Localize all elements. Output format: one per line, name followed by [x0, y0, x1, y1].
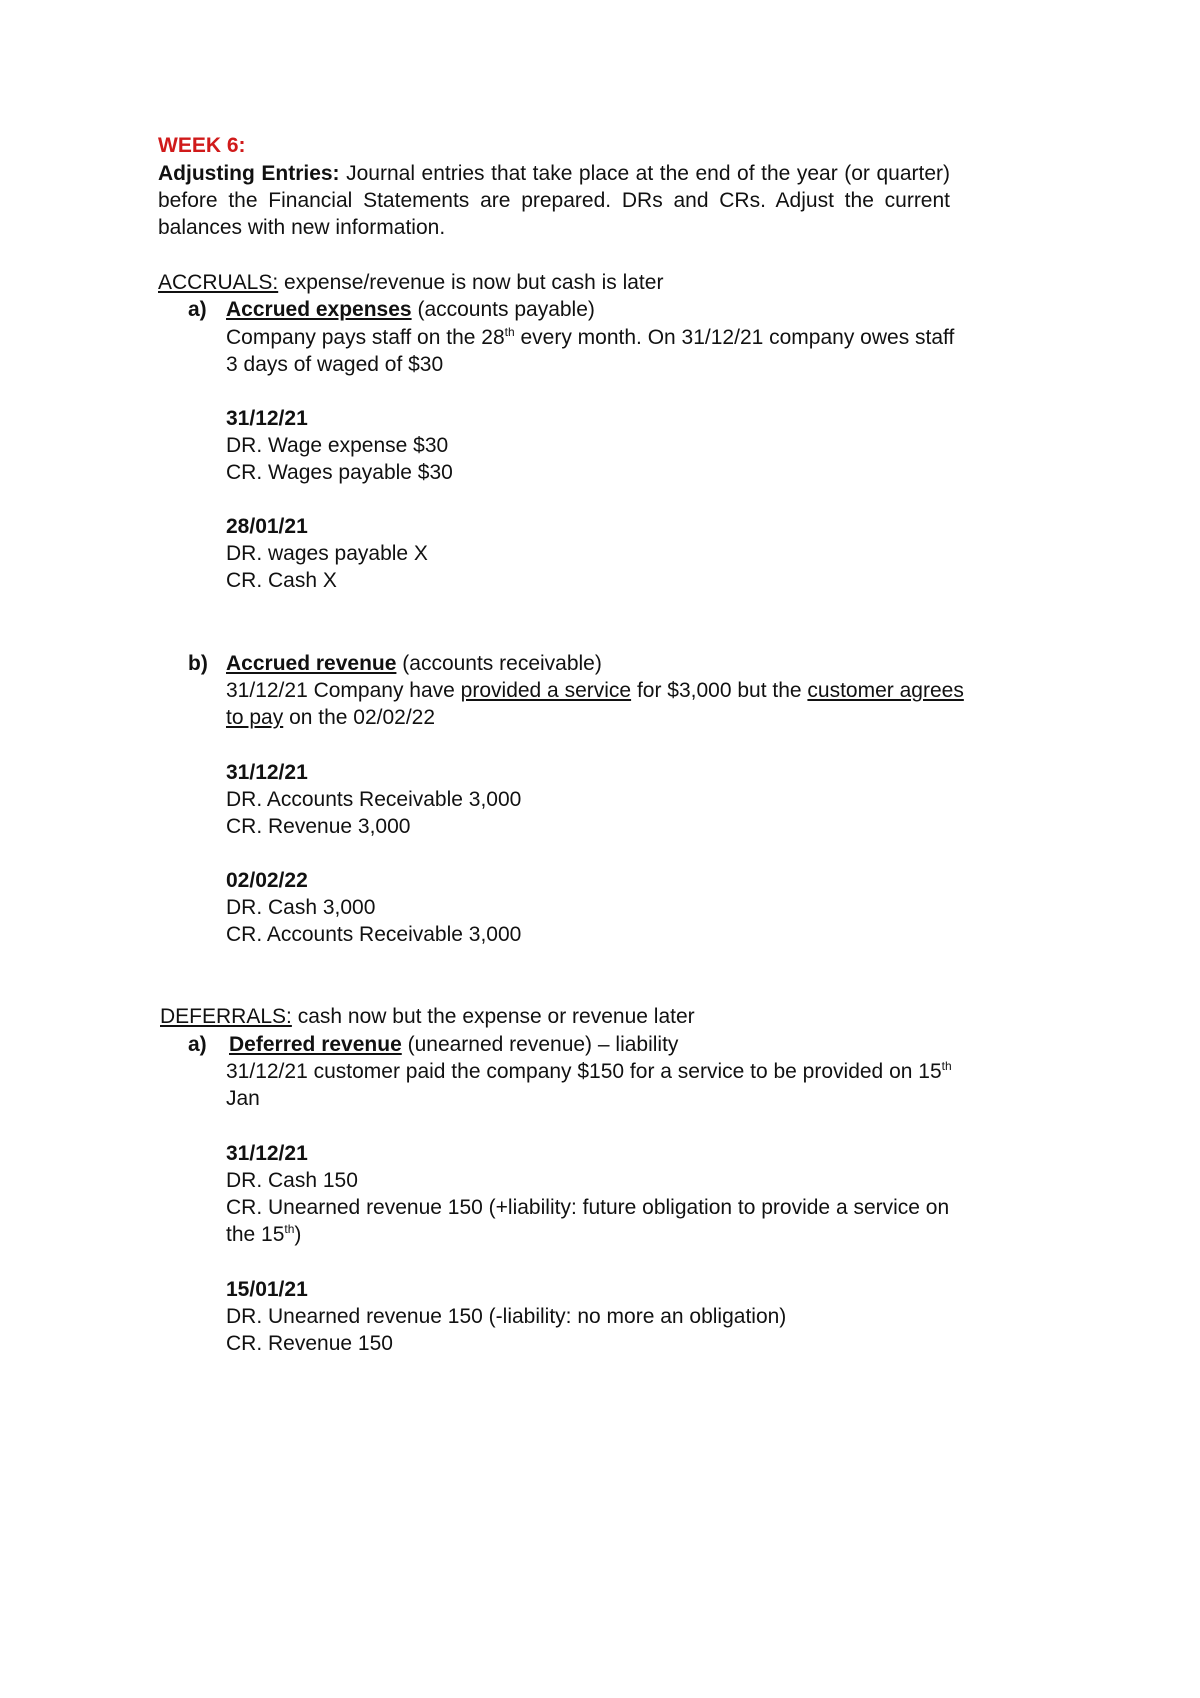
- accrued-expenses-subtitle: (accounts payable): [417, 298, 595, 321]
- entry-credit: CR. Unearned revenue 150 (+liability: future obligation to provide a service on: [226, 1196, 950, 1219]
- entry-debit: DR. Unearned revenue 150 (-liability: no more an obligation): [226, 1305, 787, 1328]
- entry-debit: DR. Wage expense $30: [226, 434, 449, 457]
- accruals-heading: ACCRUALS:: [158, 271, 279, 294]
- desc-text: for $3,000 but the: [636, 679, 802, 702]
- deferred-revenue-marker: a): [188, 1033, 207, 1056]
- desc-text: on the 02/02/22: [289, 706, 436, 729]
- entry-date: 28/01/21: [226, 515, 308, 538]
- accrued-revenue-desc-2: [226, 705, 435, 731]
- intro-line-1: [158, 161, 950, 187]
- intro-term: Adjusting Entries:: [158, 162, 340, 185]
- entry-date: 02/02/22: [226, 869, 308, 892]
- accruals-description: expense/revenue is now but cash is later: [284, 271, 664, 294]
- entry-debit: DR. Cash 150: [226, 1169, 358, 1192]
- ordinal-sup: th: [504, 325, 515, 339]
- deferred-revenue-desc-2: Jan: [226, 1087, 260, 1110]
- desc-underlined: customer agrees: [807, 679, 964, 702]
- deferred-revenue-title: Deferred revenue: [229, 1033, 402, 1056]
- accrued-expenses-desc-1-post: every month. On 31/12/21 company owes staff: [520, 326, 955, 349]
- entry-date: 31/12/21: [226, 407, 308, 430]
- accrued-revenue-desc-1: [226, 678, 964, 704]
- week-heading: WEEK 6:: [158, 134, 246, 157]
- deferrals-heading-line: [160, 1004, 695, 1030]
- accrued-revenue-subtitle: (accounts receivable): [402, 652, 602, 675]
- intro-line-1-text: Journal entries that take place at the end of the year (or quarter): [346, 162, 950, 185]
- accrued-revenue-title: Accrued revenue: [226, 652, 397, 675]
- entry-credit: CR. Wages payable $30: [226, 461, 453, 484]
- deferrals-heading: DEFERRALS:: [160, 1005, 292, 1028]
- deferred-revenue-subtitle: (unearned revenue) – liability: [407, 1033, 679, 1056]
- accrued-expenses-desc-1: [226, 325, 954, 351]
- entry-credit: CR. Cash X: [226, 569, 337, 592]
- entry-date: 31/12/21: [226, 761, 308, 784]
- ordinal-sup: th: [941, 1059, 952, 1073]
- entry-date: 31/12/21: [226, 1142, 308, 1165]
- accrued-revenue-marker: b): [188, 652, 208, 675]
- accrued-expenses-marker: a): [188, 298, 207, 321]
- desc-text: 31/12/21 customer paid the company $150 for a service to be provided on 15: [226, 1060, 942, 1083]
- desc-text: 31/12/21 Company have: [226, 679, 455, 702]
- desc-text: ): [294, 1223, 302, 1246]
- accrued-expenses-desc-2: 3 days of waged of $30: [226, 353, 444, 376]
- desc-underlined: to pay: [226, 706, 284, 729]
- entry-credit: CR. Revenue 3,000: [226, 815, 411, 838]
- accrued-expenses-heading: [226, 297, 595, 323]
- entry-credit: CR. Revenue 150: [226, 1332, 393, 1355]
- deferred-revenue-heading: [229, 1032, 678, 1058]
- accrued-expenses-title: Accrued expenses: [226, 298, 412, 321]
- entry-debit: DR. Cash 3,000: [226, 896, 376, 919]
- ordinal-sup: th: [284, 1222, 295, 1236]
- desc-text: the 15: [226, 1223, 285, 1246]
- intro-line-3: balances with new information.: [158, 216, 446, 239]
- accruals-heading-line: [158, 270, 663, 296]
- entry-credit-continued: [226, 1222, 301, 1248]
- entry-credit: CR. Accounts Receivable 3,000: [226, 923, 522, 946]
- desc-underlined: provided a service: [460, 679, 632, 702]
- accrued-expenses-desc-1-pre: Company pays staff on the 28: [226, 326, 505, 349]
- accrued-revenue-heading: [226, 651, 602, 677]
- entry-debit: DR. Accounts Receivable 3,000: [226, 788, 522, 811]
- entry-debit: DR. wages payable X: [226, 542, 428, 565]
- intro-line-2: before the Financial Statements are prepared. DRs and CRs. Adjust the current: [158, 189, 950, 212]
- deferrals-description: cash now but the expense or revenue later: [297, 1005, 695, 1028]
- deferred-revenue-desc-1: [226, 1059, 952, 1085]
- entry-date: 15/01/21: [226, 1278, 308, 1301]
